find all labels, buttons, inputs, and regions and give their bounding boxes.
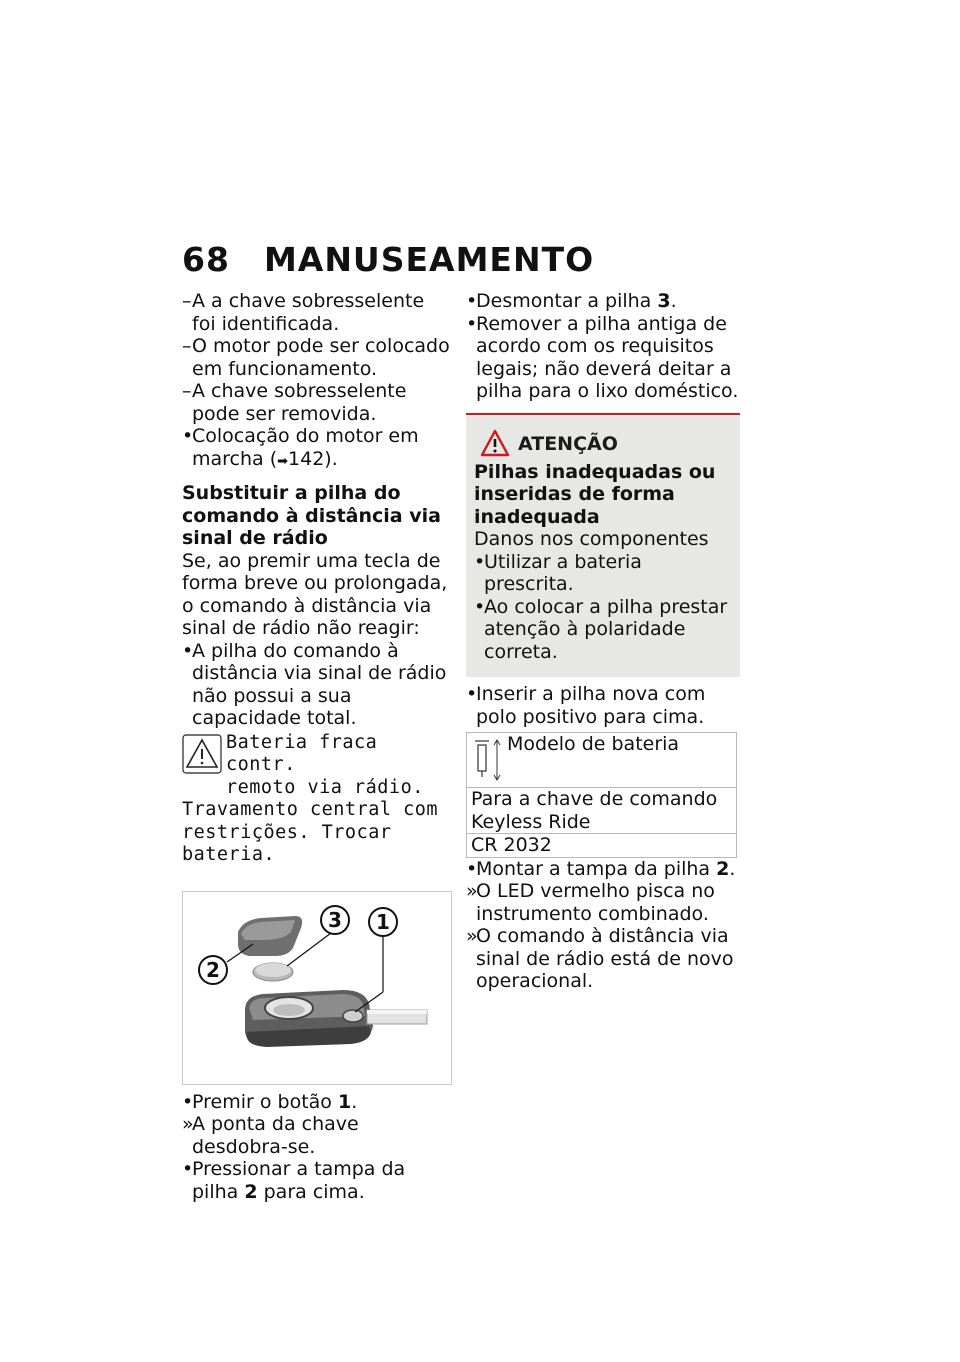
display-message-line-1: Bateria fraca contr. [226,731,378,775]
attention-bullet: • Utilizar a bateria prescrita. [474,550,642,595]
callout-3-label: 3 [328,907,342,932]
step-item: • Pressionar a tampa da pilha 2 para cima. [182,1158,406,1203]
attention-title: ATENÇÃO [518,432,618,455]
step-item: • Remover a pilha antiga de acordo com os requisitos legais; não deverá deitar a pilha para o lixo doméstico. [466,312,739,402]
page-number: 68 [182,240,230,279]
attention-box [466,413,740,678]
display-message-line-2: remoto via rádio. [226,776,424,798]
step-item: • Inserir a pilha nova com polo positivo para cima. [466,683,706,728]
result-item: » O comando à distância via sinal de rádio está de novo operacional. [466,925,734,992]
step-item: • Desmontar a pilha 3. [466,290,677,312]
left-column [182,290,452,1203]
callout-1-label: 1 [376,909,390,934]
table-cell: CR 2032 [467,834,737,858]
list-item: – O motor pode ser colocado em funcionamento. [182,335,450,380]
table-header: Modelo de bateria [507,733,680,755]
attention-warning-icon [480,429,510,457]
battery-dimension-icon [471,737,503,783]
attention-hazard: Pilhas inadequadas ou inseridas de forma inadequada [474,460,716,528]
battery-spec-table [466,732,737,858]
table-cell: Para a chave de comando Keyless Ride [467,788,737,834]
warning-triangle-icon [182,734,222,774]
condition-item: • A pilha do comando à distância via sinal de rádio não possui a sua capacidade total. [182,639,447,729]
list-item: – A a chave sobresselente foi identificada. [182,290,425,335]
page-header [182,240,594,279]
start-engine-item: • Colocação do motor em marcha (➡142). [182,425,419,470]
display-message-rest: Travamento central com restrições. Trocar bateria. [182,799,439,865]
section-heading: Substituir a pilha do comando à distância via sinal de rádio [182,482,441,549]
attention-consequence: Danos nos componentes [474,528,709,550]
display-message [182,732,452,867]
right-column [466,290,740,993]
result-item: » O LED vermelho pisca no instrumento combinado. [466,880,715,925]
intro-paragraph: Se, ao premir uma tecla de forma breve ou prolongada, o comando à distância via sinal de rádio não reagir: [182,549,448,639]
page-reference-arrow-icon[interactable]: ➡ [277,453,289,469]
result-item: » A ponta da chave desdobra-se. [182,1113,359,1158]
callout-2-label: 2 [206,957,220,982]
page-reference-link[interactable]: 142). [288,447,338,470]
section-title: MANUSEAMENTO [263,240,595,279]
attention-bullet: • Ao colocar a pilha prestar atenção à polaridade correta. [474,595,728,663]
key-battery-figure [182,891,452,1085]
list-item: – A chave sobresselente pode ser removida. [182,380,407,425]
step-item: • Montar a tampa da pilha 2. [466,857,736,880]
step-item: • Premir o botão 1. [182,1090,358,1113]
key-illustration [183,892,451,1082]
